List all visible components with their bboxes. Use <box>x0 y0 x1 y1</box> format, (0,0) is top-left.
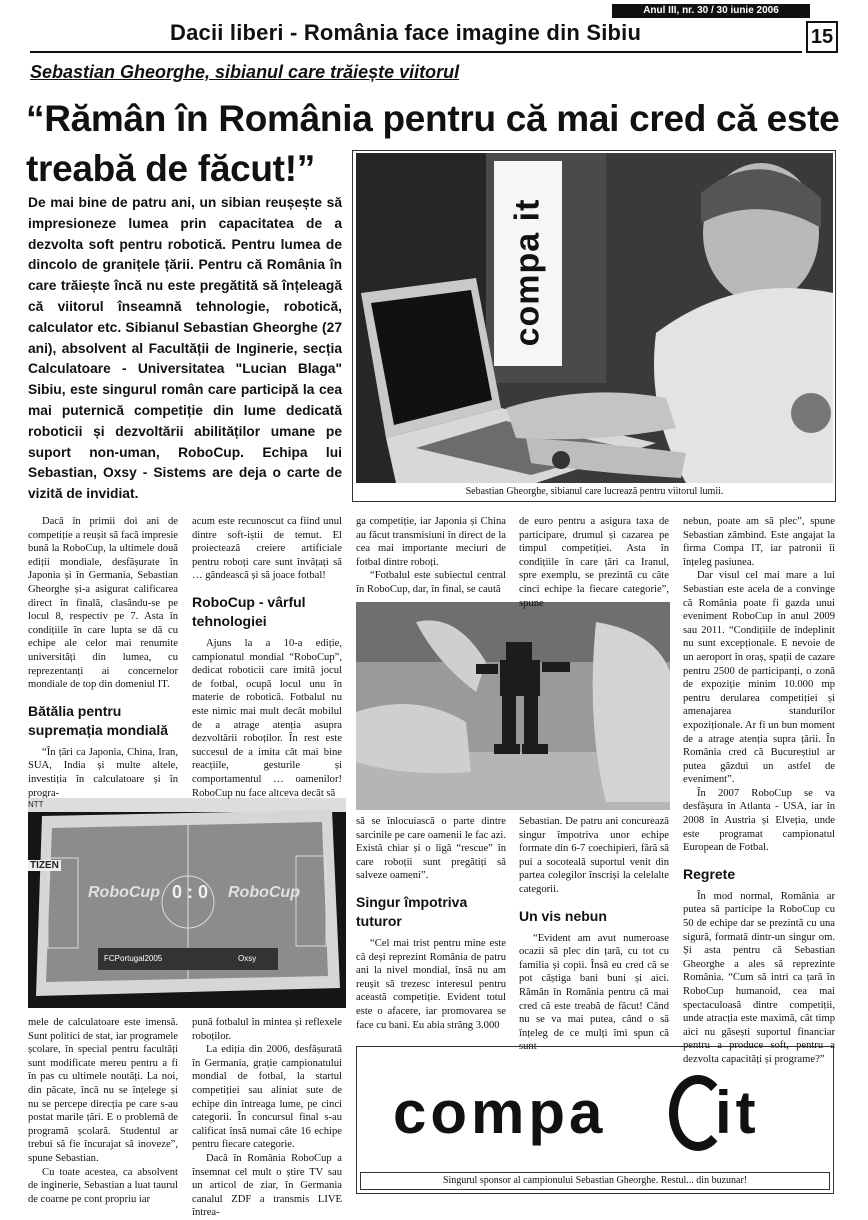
soccer-sign: NTT <box>28 800 44 809</box>
column-3-top <box>356 515 506 597</box>
paragraph: “În țări ca Japonia, China, Iran, SUA, India și multe altele, investiția în calculatoare și în progra- <box>28 746 178 799</box>
paragraph: La ediția din 2006, desfășurată în Germania, grație campionatului mondial de fotbal, la startul competiției sau aliniat sute de echipe din întreaga lume, pe cinci categorii. În concursul final s-au calificat însă numai câte 16 echipe pentru fiecare categorie. <box>192 1044 342 1151</box>
paragraph: În mod normal, România ar putea să participe la RoboCup cu 50 de echipe dar se prezintă cu una sigură, formată dintr-un singur om. Și asta pentru că Sebastian Gheorghe a ales să reprezinte România. “Cum să intri ca țară în RoboCup humanoid, cea mai spectaculoasă dintre competiții, unde atracția este maximă, cât timp aici nu găsești suportul financiar pentru a produce soft, pentru a dezvolta capacități și programe?” <box>683 890 835 1065</box>
paragraph: nebun, poate am să plec”, spune Sebastian zâmbind. Este angajat la firma Compa IT, iar patronii îi înțeleg pasiunea. <box>683 516 835 568</box>
team-left-label: FCPortugal2005 <box>104 954 163 963</box>
column-1-top <box>28 515 178 800</box>
compa-it-sign <box>494 161 562 366</box>
soccer-screen-illustration <box>28 798 346 1008</box>
column-4-top <box>519 515 669 610</box>
page-number: 15 <box>806 21 838 53</box>
subhead-vis-nebun: Un vis nebun <box>519 907 607 924</box>
column-4-bottom <box>519 815 669 1054</box>
paragraph: Cu toate acestea, ca absolvent de inginerie, Sebastian a luat taurul de coarne pe cont propriu iar <box>28 1166 178 1205</box>
robocup-logo-right: RoboCup <box>228 884 300 901</box>
column-5 <box>683 515 835 1067</box>
column-2-bottom <box>192 1016 342 1220</box>
ad-logo-compa: compa <box>393 1079 607 1146</box>
paragraph: mele de calculatoare este imensă. Sunt politici de stat, iar programele școlare, în special pentru facultăți sunt modificate mereu pentru a fi în pas cu ultimele noutăți. La noi, din păcate, încă nu se înțelege și nu se percepe direcția pe care s-au postat marile țări. E o problemă de programă școlară. Studentul ar trebui să fie încurajat să inoveze”, spune Sebastian. <box>28 1017 178 1164</box>
paragraph: “Fotbalul este subiectul central în RoboCup, dar, în final, se caută <box>356 570 506 595</box>
paragraph: să se înlocuiască o parte dintre sarcinile pe care oamenii le fac azi. Există chiar și o ligă “rescue” în care roboții sunt pregătiți să salveze oameni”. <box>356 816 506 882</box>
compa-it-logo-text: compa it <box>508 198 547 347</box>
paragraph: de euro pentru a asigura taxa de participare, drumul și cazarea pe timpul competiției. Asta în condițiile în care țări ca Iranul, spre exemplu, se prezintă cu câte cinci echipe la fiecare categorie”, spune <box>519 516 669 609</box>
photo-illustration <box>356 153 833 483</box>
column-1-bottom <box>28 1016 178 1206</box>
scoreboard: 0 : 0 <box>172 882 209 902</box>
paragraph: “Evident am avut numeroase ocazii să plec din țară, cu tot cu familia și copii. Însă eu cred că se pot câștiga bani buni și aici. Rămân în România pentru că mai cred că este treabă de făcut! Când nu se va mai putea, când o să înțeleg de ce mulți îmi spun că sunt <box>519 932 669 1053</box>
subhead-batalia: Bătălia pentru supremația mondială <box>28 702 169 738</box>
photo-robocup-soccer <box>28 798 346 1008</box>
paragraph: ga competiție, iar Japonia și China au făcut transmisiuni în direct de la cea mai importante meciuri de fotbal dintre roboți. <box>356 516 506 568</box>
team-right-label: Oxsy <box>238 954 257 963</box>
ad-logo-it: it <box>715 1079 760 1146</box>
column-2-top <box>192 515 342 800</box>
paragraph: Dacă în România RoboCup a însemnat cel mult o știre TV sau un articol de ziar, în Germania canalul ZDF a transmis LIVE întrea- <box>192 1152 342 1219</box>
paragraph: acum este recunoscut ca fiind unul dintre soft-iștii de temut. El proiectează creiere artificiale pentru roboți care sunt învățați să … gândească și să joace fotbal! <box>192 516 342 582</box>
column-3-bottom <box>356 815 506 1032</box>
photo-sebastian-laptop <box>356 153 833 483</box>
paragraph: Dar visul cel mai mare a lui Sebastian este acela de a convinge că România poate fi gazda unui eveniment RoboCup în anul 2009 sau 2011. “Condițiile de îndeplinit nu sunt excepționale. E nevoie de un aeroport în oraș, spații de cazare pentru 2500 de participanți, o zonă de expoziție minim 10.000 mp pentru derularea competiției și amenajarea standurilor expoziționale. Ar fi un bun moment de a atrage atenția supra țării. În România cred că Bucureștiul ar putea găzdui un astfel de eveniment”. <box>683 570 835 786</box>
paragraph: În 2007 RoboCup se va desfășura în Atlanta - USA, iar în 2008 în Austria și Elveția, unde este programat campionatul European de Fotbal. <box>683 787 835 854</box>
issue-label: Anul III, nr. 30 / 30 iunie 2006 <box>612 4 810 18</box>
header-rule <box>30 51 802 53</box>
subhead-robocup: RoboCup - vârful tehnologiei <box>192 593 306 629</box>
paragraph: Sebastian. De patru ani concurează singur împotriva unor echipe formate din 6-7 coechipieri, fără să pui a socoteală suportul venit din partea colegilor înscriși la celelalte categorii. <box>519 816 669 895</box>
paragraph: Ajuns la a 10-a ediție, campionatul mondial “RoboCup”, dedicat roboticii care imită jocul de fotbal, ocupă locul unu în materie de robotică. Fotbalul nu este nimic mai mult decât mobilul de a atrage atenția asupra dezvoltării roboților. În rest este succesul de a imita cât mai bine reacțiile, gesturile și comportamentul … oamenilor! RoboCup nu face altceva decât să <box>192 637 342 799</box>
robocup-logo-left: RoboCup <box>88 884 160 901</box>
article-headline: “Rămân în România pentru că mai cred că este treabă de făcut!” <box>26 98 840 189</box>
subhead-singur: Singur împotriva tuturor <box>356 893 468 929</box>
section-title: Dacii liberi - România face imagine din Sibiu <box>170 20 642 45</box>
photo-humanoid-robot <box>356 602 670 810</box>
main-photo-caption: Sebastian Gheorghe, sibianul care lucrează pentru viitorul lumii. <box>465 486 724 497</box>
soccer-banner: TIZEN <box>30 860 59 871</box>
paragraph: “Cel mai trist pentru mine este că deși reprezint România de patru ani la nivel mondial, însă nu am reușit să trezesc interesul pentru această competiție. Evident totul este o afacere, iar promovarea se face cu bani. Eu abia strâng 3.000 <box>356 937 506 1031</box>
paragraph: pună fotbalul în mintea și reflexele roboților. <box>192 1017 342 1042</box>
robot-illustration <box>356 602 670 810</box>
article-lead: De mai bine de patru ani, un sibian reușește să impresioneze lumea prin capacitatea de a dezvolta soft pentru robotică. Pentru lumea de dincolo de granițele țării. Pentru că România în care trăiește încă nu este pregătită să înțeleagă că viitorul înseamnă tehnologie, robotică, calculator etc. Sibianul Sebastian Gheorghe (27 ani), absolvent al Facultății de Inginerie, secția Calculatoare - Universitatea "Lucian Blaga" Sibiu, este singurul român care participă la cea mai puternică competiție din lume dedicată roboticii și dezvoltării abilităților umane pe suport non-uman, RoboCup. Echipa lui Sebastian, Oxsy - Sistems are deja o carte de vizită de invidiat. <box>28 195 342 502</box>
paragraph: Dacă în primii doi ani de competiție a reușit să facă impresie bună la RoboCup, la ultimele două ediții mondiale, desfășurate în Japonia și în Germania, Sebastian Gheorghe și-a asigurat calificarea direct în finală, clasându-se pe locul 8, respectiv pe 7. Asta în condițiile în care lupta se dă cu echipe ale celor mai renumite universități din lumea, cu reprezentanți ai concernelor mondiale de top din domeniul IT. <box>28 516 178 691</box>
ad-caption: Singurul sponsor al campionului Sebastian Gheorghe. Restul... din buzunar! <box>360 1172 830 1190</box>
subhead-regrete: Regrete <box>683 865 736 882</box>
article-kicker: Sebastian Gheorghe, sibianul care trăiește viitorul <box>30 62 460 82</box>
